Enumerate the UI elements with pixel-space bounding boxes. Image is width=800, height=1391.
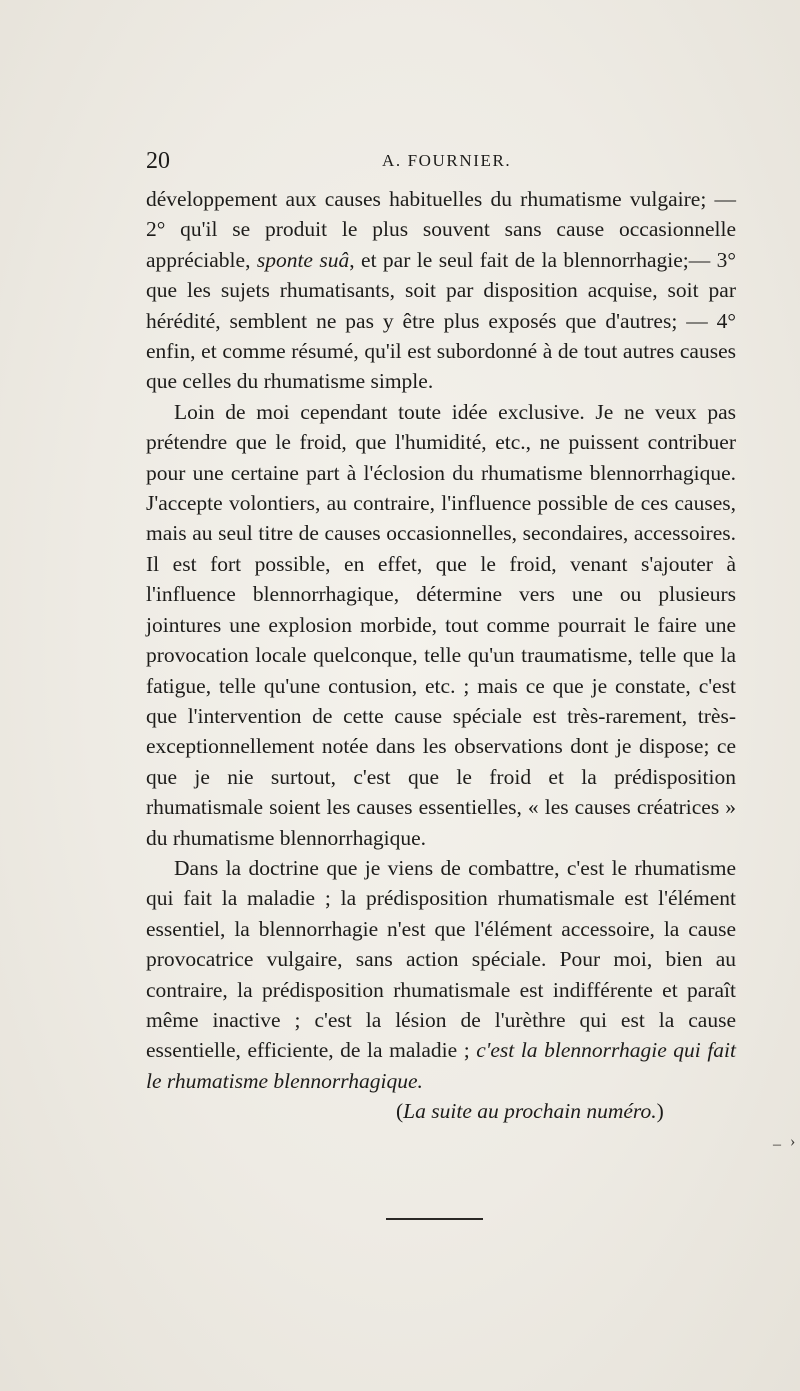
paragraph-3-italic-conclusion: c'est la blennorrhagie qui fait le rhumatisme blennorrhagique.	[146, 1038, 736, 1093]
margin-mark: –	[773, 1136, 781, 1153]
end-rule	[386, 1218, 483, 1220]
paragraph-1	[146, 184, 736, 397]
page-number: 20	[146, 148, 170, 174]
paragraph-1-text-a: développement aux causes habituelles du rhumatisme vulgaire; — 2° qu'il se produit le plus souvent sans cause occasionnelle appréciable,	[146, 187, 736, 272]
running-head	[146, 146, 736, 176]
paragraph-2-text: Loin de moi cependant toute idée exclusive. Je ne veux pas prétendre que le froid, que l'humidité, etc., ne puissent contribuer pour une certaine part à l'éclosion du rhumatisme blennorrhagique. J'accepte volontiers, au contraire, l'influence possible de ces causes, mais au seul titre de causes occasionnelles, secondaires, accessoires. Il est fort possible, en effet, que le froid, venant s'ajouter à l'influence blennorrhagique, détermine vers une ou plusieurs jointures une explosion morbide, tout comme pourrait le faire une provocation locale quelconque, telle qu'un traumatisme, telle que la fatigue, telle qu'une contusion, etc. ; mais ce que je constate, c'est que l'intervention de cette cause spéciale est très-rarement, très-exceptionnellement notée dans les observations dont je dispose; ce que je nie surtout, c'est que le froid et la prédisposition rhumatismale soient les causes essentielles, « les causes créatrices » du rhumatisme blennorrhagique.	[146, 399, 736, 850]
continued-note-close: )	[656, 1099, 664, 1124]
continued-note-text: La suite au prochain numéro.	[403, 1099, 657, 1124]
article-body	[146, 184, 736, 1127]
running-title: A. FOURNIER.	[382, 151, 512, 170]
paragraph-2	[146, 397, 736, 853]
paragraph-3-text: Dans la doctrine que je viens de combattre, c'est le rhumatisme qui fait la maladie ; la prédisposition rhumatismale est l'élément essentiel, la blennorrhagie n'est que l'élément accessoire, la cause provocatrice vulgaire, sans action spéciale. Pour moi, bien au contraire, la prédisposition rhumatismale est indifférente et paraît même inactive ; c'est la lésion de l'urèthre qui est la cause essentielle, efficiente, de la maladie ;	[146, 855, 736, 1063]
paragraph-1-text-b: , et par le seul fait de la blennorrhagie;— 3° que les sujets rhumatisants, soit par disposition acquise, soit par hérédité, semblent ne pas y être plus exposés que d'autres; — 4° enfin, et comme résumé, qu'il est subordonné à de tout autres causes que celles du rhumatisme simple.	[146, 247, 736, 394]
continued-note	[146, 1096, 736, 1126]
margin-mark: ›	[790, 1133, 796, 1150]
continued-note-open: (	[396, 1099, 404, 1124]
paragraph-1-latin-phrase: sponte suâ	[256, 247, 350, 272]
paragraph-3	[146, 853, 736, 1096]
